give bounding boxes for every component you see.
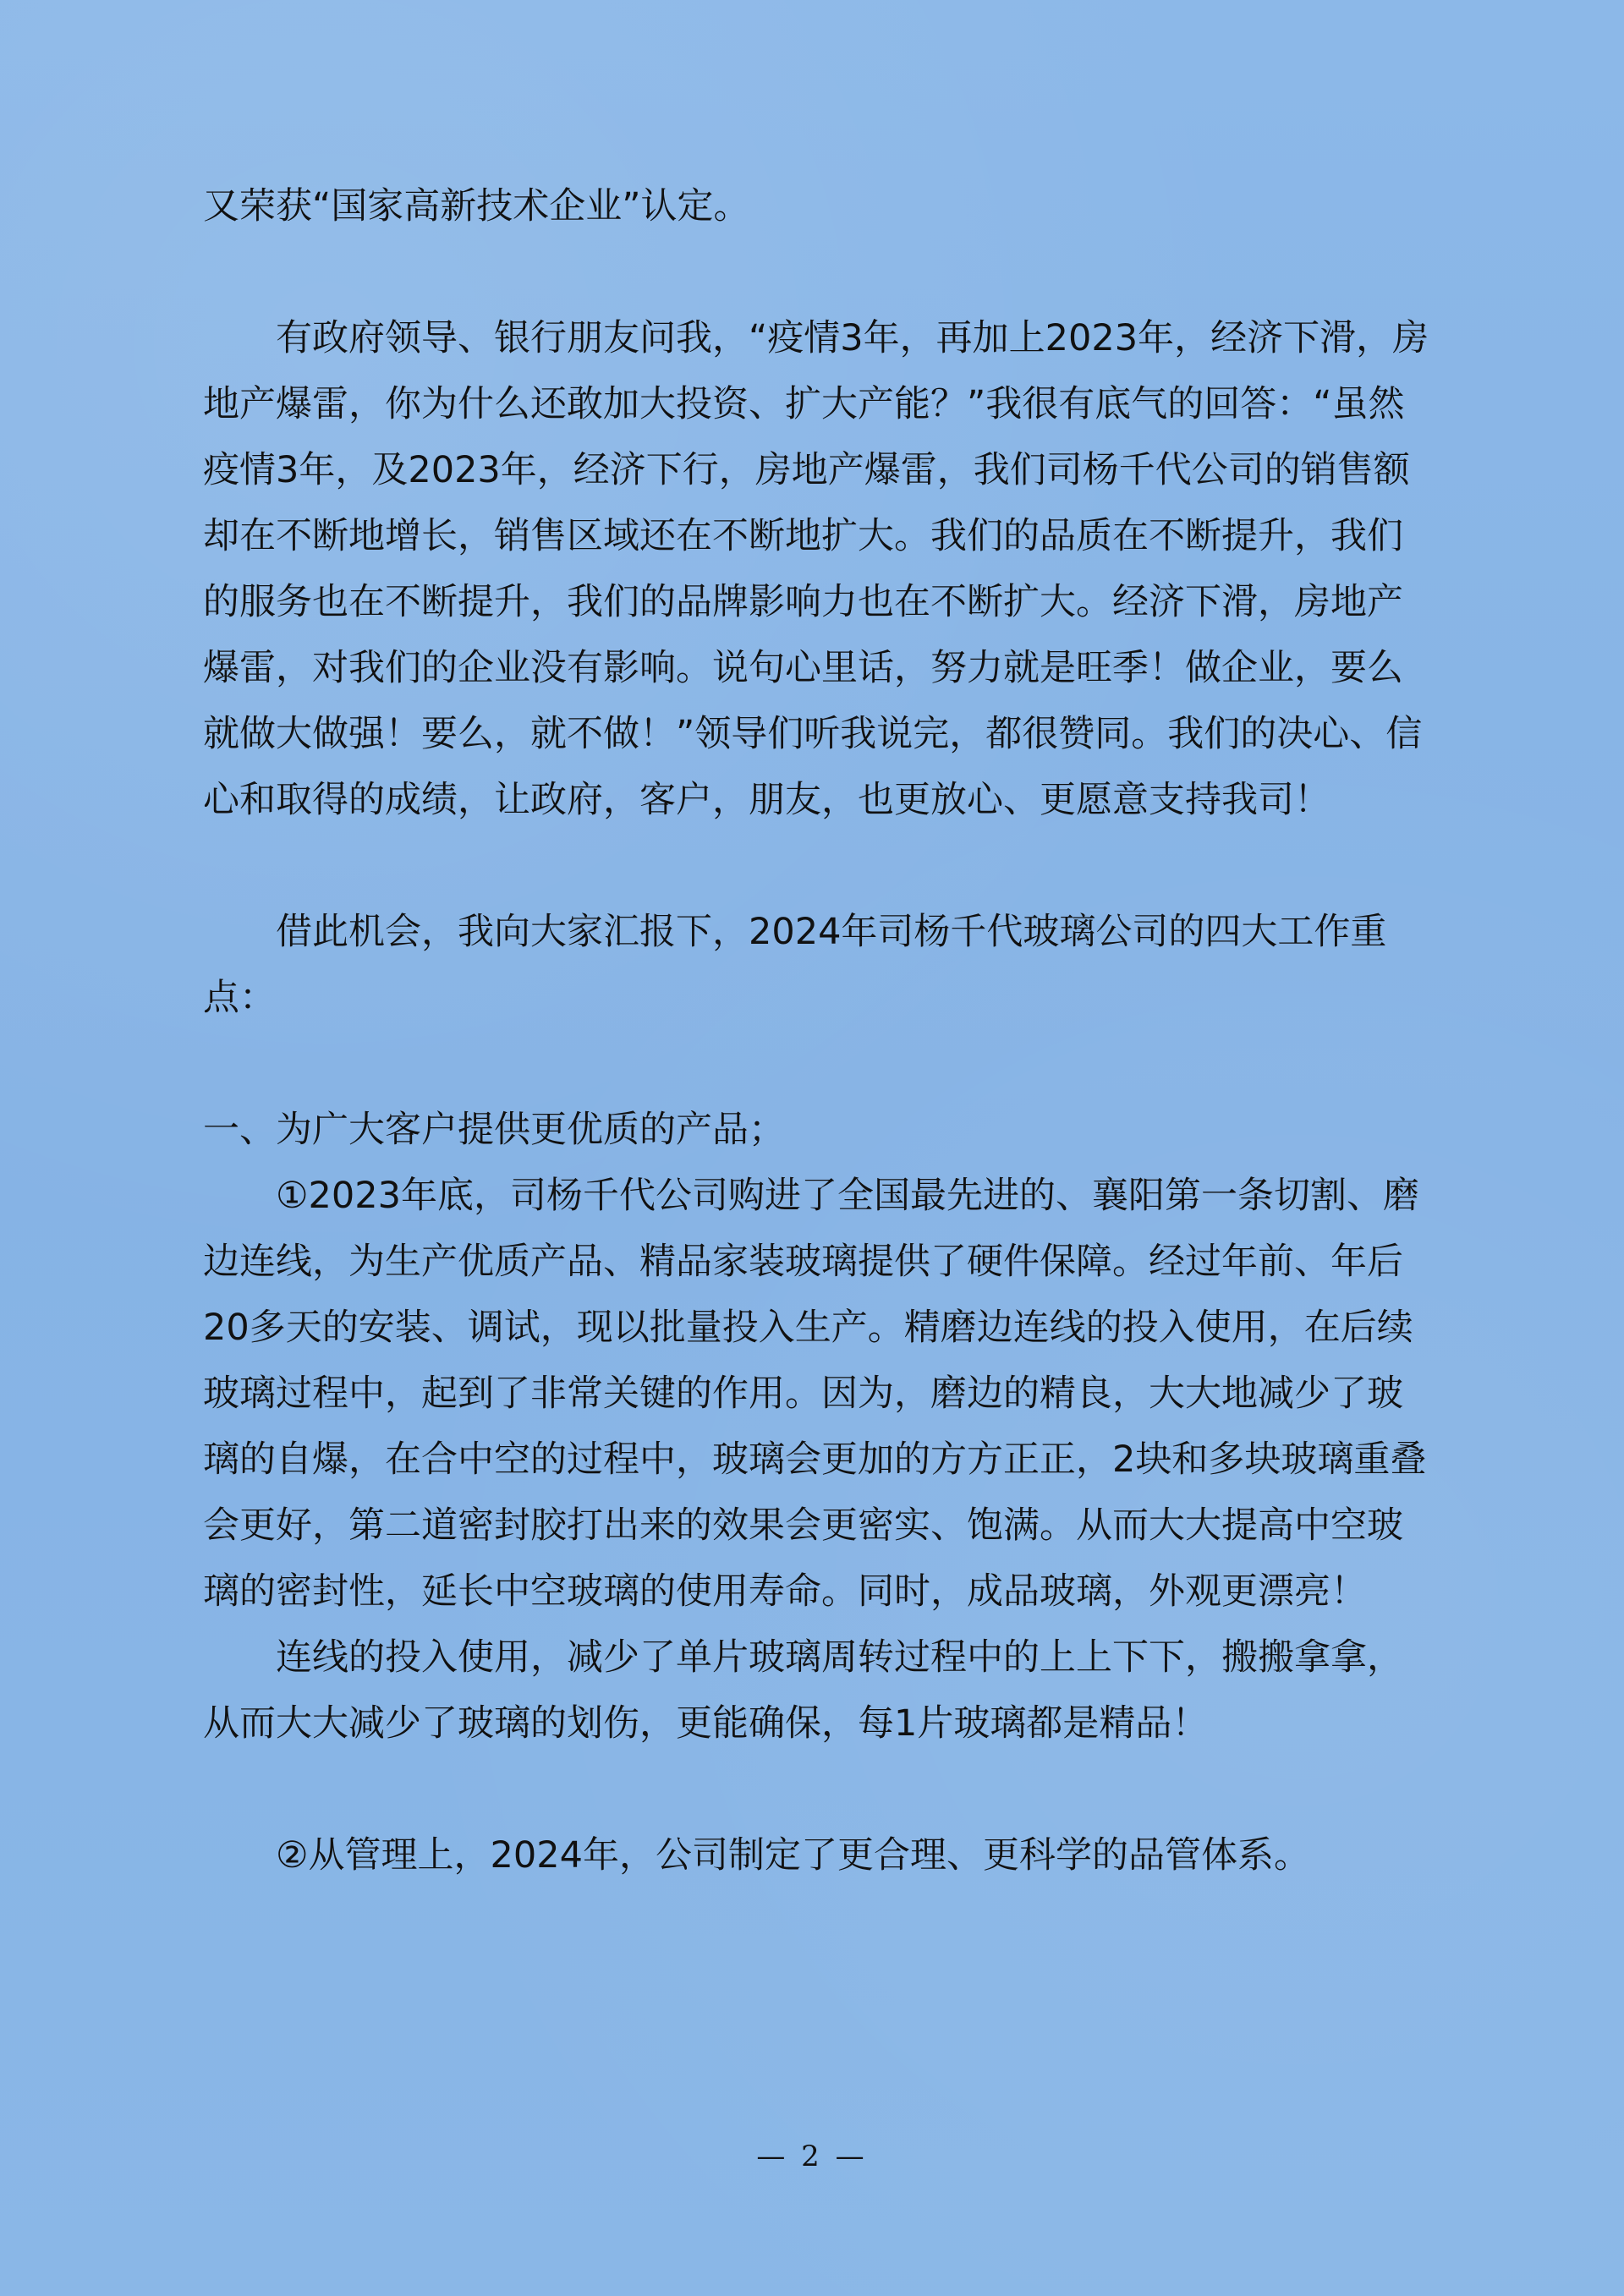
document-body	[203, 173, 1434, 1888]
paragraph-work-priorities: 借此机会，我向大家汇报下，2024年司杨千代玻璃公司的四大工作重点：	[203, 911, 1387, 1019]
section-heading-1: 一、为广大客户提供更优质的产品；	[203, 1109, 785, 1151]
paragraph-quality-management: ②从管理上，2024年，公司制定了更合理、更科学的品管体系。	[276, 1834, 1310, 1877]
paragraph-investment-answer: 有政府领导、银行朋友问我，“疫情3年，再加上2023年，经济下滑，房地产爆雷，你为什么还敢加大投资、扩大产能？”我很有底气的回答：“虽然疫情3年，及2023年，经济下行，房地产爆雷，我们司杨千代公司的销售额却在不断地增长，销售区域还在不断地扩大。我们的品质在不断提升，我们的服务也在不断提升，我们的品牌影响力也在不断扩大。经济下滑，房地产爆雷，对我们的企业没有影响。说句心里话，努力就是旺季！做企业，要么就做大做强！要么，就不做！”领导们听我说完，都很赞同。我们的决心、信心和取得的成绩，让政府，客户，朋友，也更放心、更愿意支持我司！	[203, 317, 1429, 821]
paragraph-certification: 又荣获“国家高新技术企业”认定。	[203, 185, 750, 227]
paragraph-production-line: ①2023年底，司杨千代公司购进了全国最先进的、襄阳第一条切割、磨边连线，为生产优质产品、精品家装玻璃提供了硬件保障。经过年前、年后20多天的安装、调试，现以批量投入生产。精磨边连线的投入使用，在后续玻璃过程中，起到了非常关键的作用。因为，磨边的精良，大大地减少了玻璃的自爆，在合中空的过程中，玻璃会更加的方方正正，2块和多块玻璃重叠会更好，第二道密封胶打出来的效果会更密实、饱满。从而大大提高中空玻璃的密封性，延长中空玻璃的使用寿命。同时，成品玻璃，外观更漂亮！	[203, 1175, 1427, 1613]
page-number: — 2 —	[756, 2140, 868, 2173]
paragraph-scratch-reduction: 连线的投入使用，减少了单片玻璃周转过程中的上上下下，搬搬拿拿，从而大大减少了玻璃的划伤，更能确保，每1片玻璃都是精品！	[203, 1636, 1403, 1745]
